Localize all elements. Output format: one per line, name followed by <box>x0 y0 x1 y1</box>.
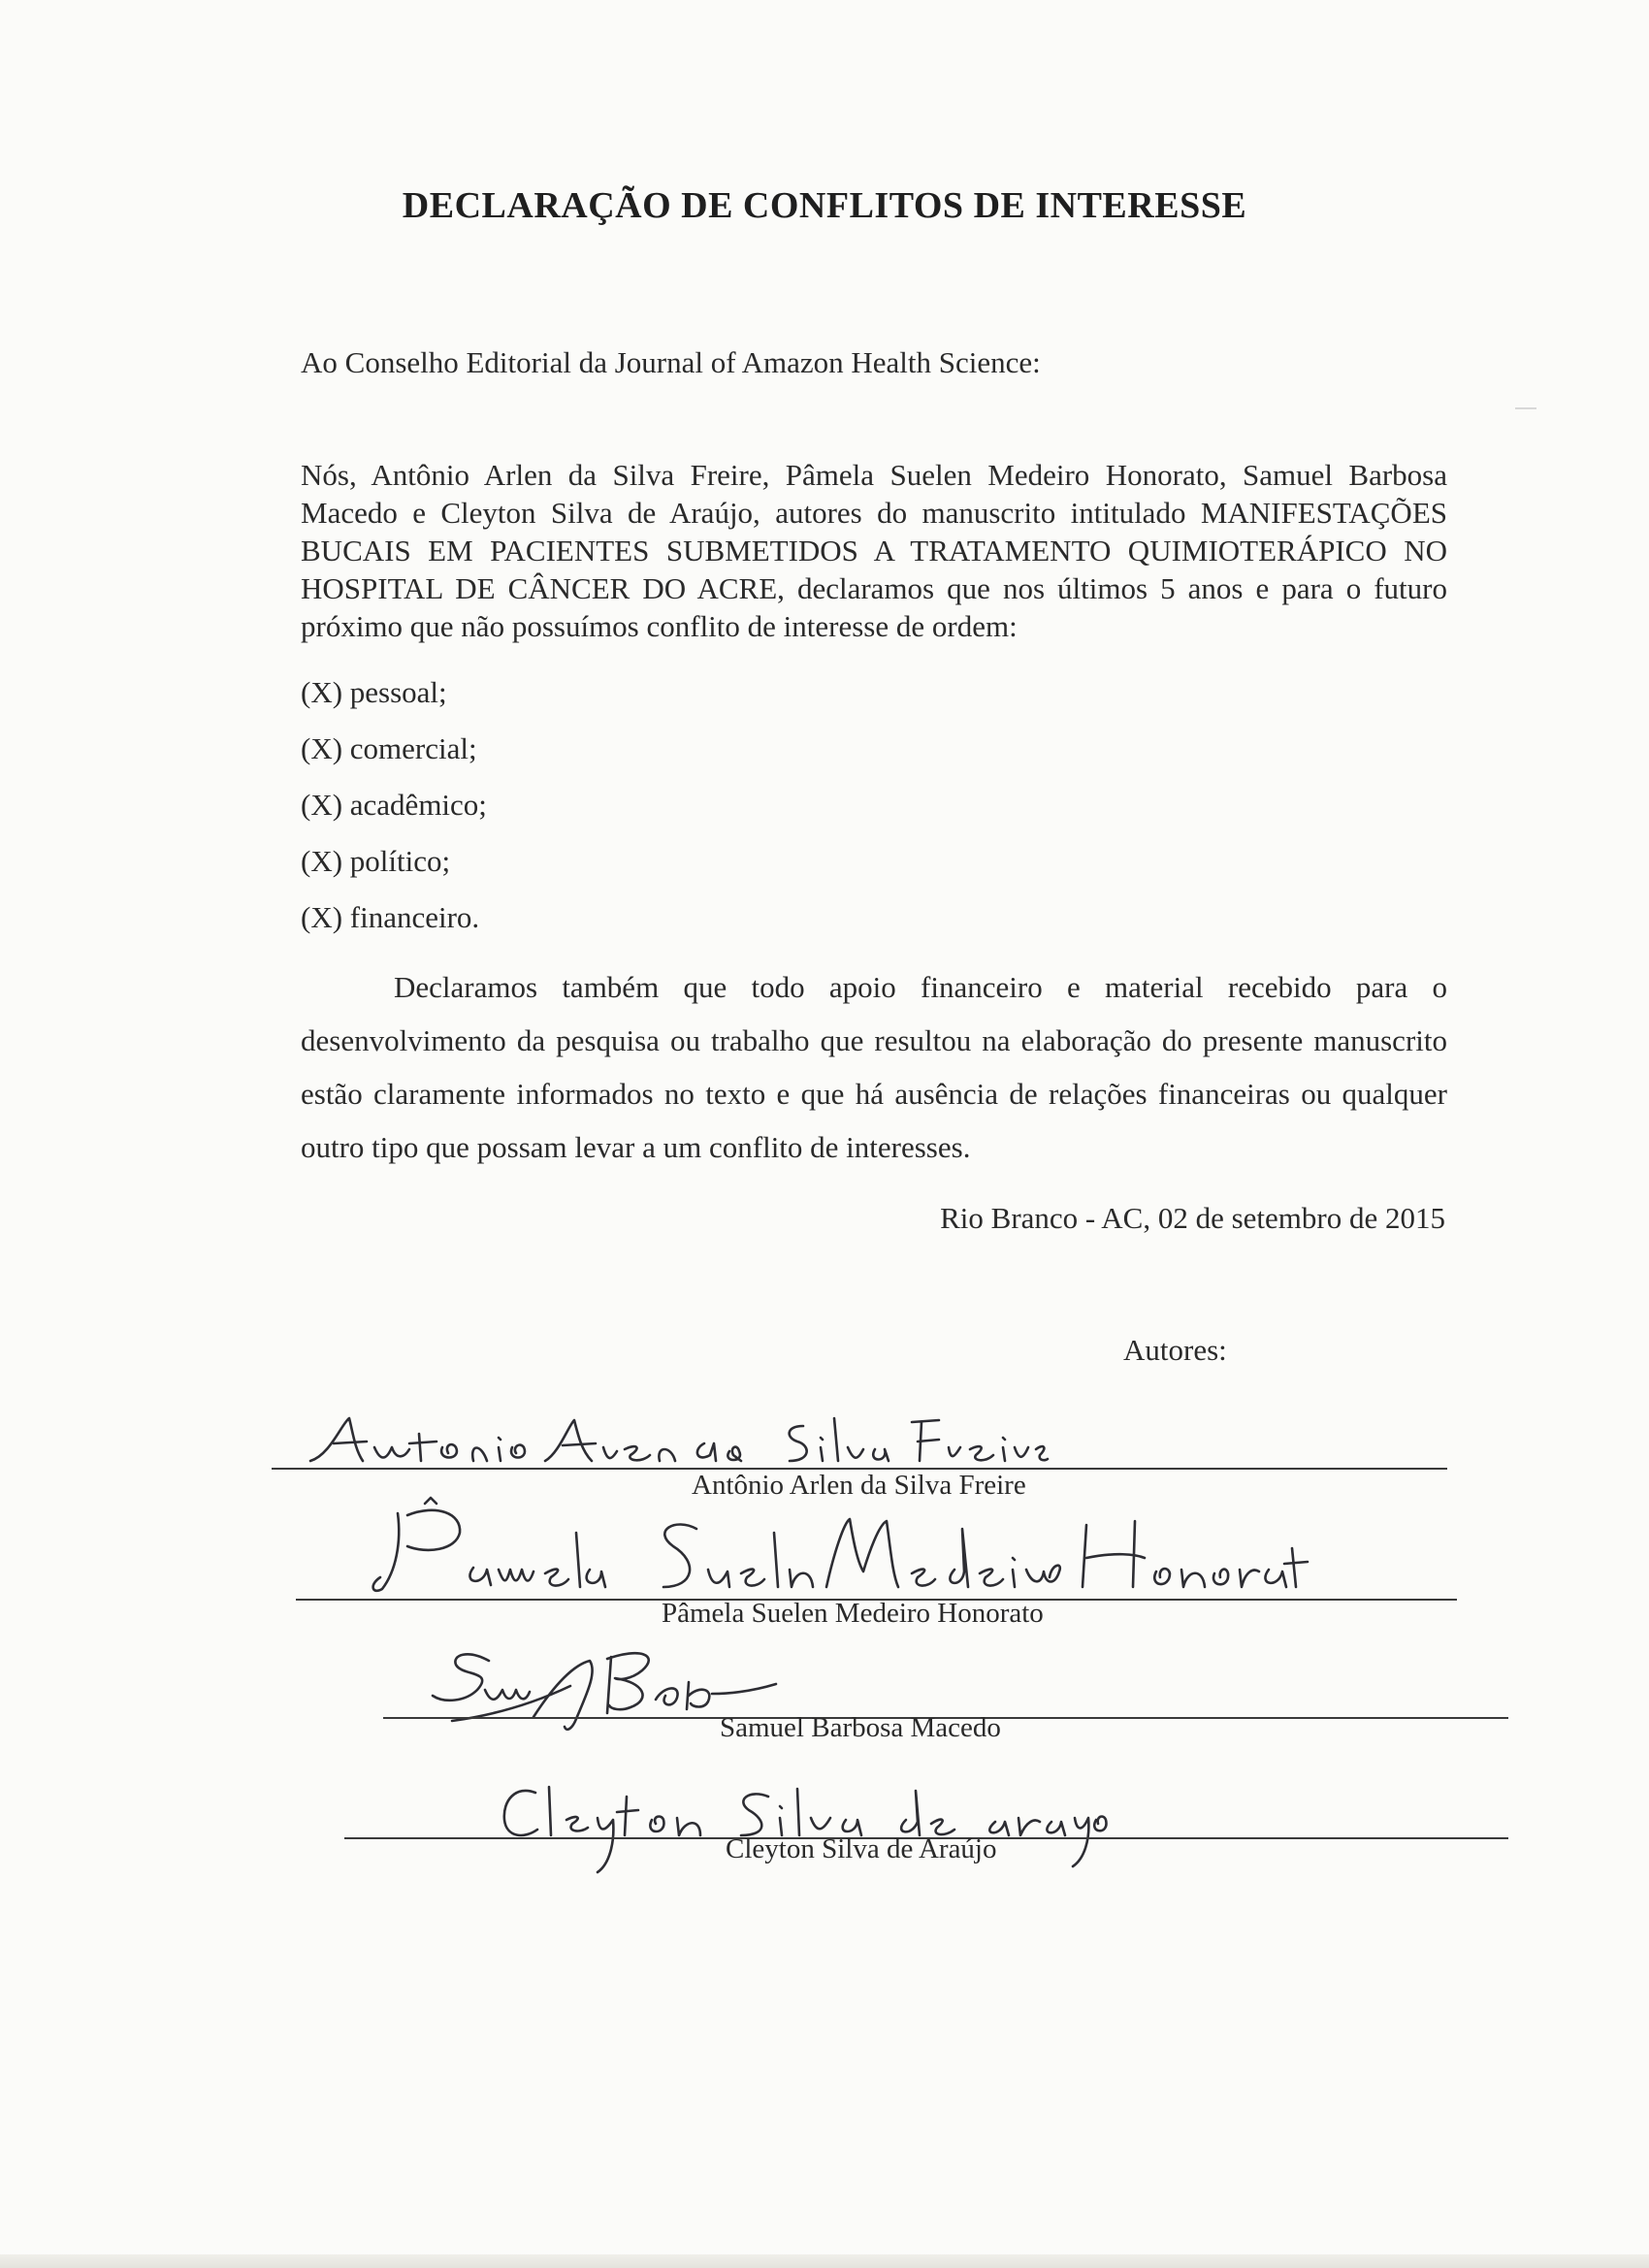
option-comercial: (X) comercial; <box>301 731 477 765</box>
option-financeiro: (X) financeiro. <box>301 900 480 934</box>
signature-pamela <box>369 1494 1319 1601</box>
place-date: Rio Branco - AC, 02 de setembro de 2015 <box>940 1201 1445 1235</box>
signatory-name-1: Antônio Arlen da Silva Freire <box>692 1470 1026 1501</box>
document-title: DECLARAÇÃO DE CONFLITOS DE INTERESSE <box>402 185 1247 226</box>
conflict-options-list <box>301 669 487 951</box>
signatory-name-4: Cleyton Silva de Araújo <box>726 1833 997 1864</box>
option-academico: (X) acadêmico; <box>301 788 487 822</box>
option-politico: (X) político; <box>301 844 451 878</box>
page-bottom-edge <box>0 2254 1649 2268</box>
authors-label: Autores: <box>1123 1333 1227 1367</box>
signatory-name-2: Pâmela Suelen Medeiro Honorato <box>662 1598 1044 1629</box>
declaration-paragraph: Declaramos também que todo apoio financeiro e material recebido para o desenvolvimento da pesquisa ou trabalho que resultou na elaboração do presente manuscrito estão claramente informados no texto e que há ausência de relações financeiras ou qualquer outro tipo que possam levar a um conflito de interesses. <box>301 970 1447 1164</box>
option-pessoal: (X) pessoal; <box>301 675 447 709</box>
intro-paragraph: Nós, Antônio Arlen da Silva Freire, Pâmela Suelen Medeiro Honorato, Samuel Barbosa Macedo e Cleyton Silva de Araújo, autores do manuscrito intitulado MANIFESTAÇÕES BUCAIS EM PACIENTES SUBMETIDOS A TRATAMENTO QUIMIOTERÁPICO NO HOSPITAL DE CÂNCER DO ACRE, declaramos que nos últimos 5 anos e para o futuro próximo que não possuímos conflito de interesse de ordem: <box>301 458 1447 643</box>
paper-mark <box>1515 407 1536 409</box>
addressee-line: Ao Conselho Editorial da Journal of Amazon Health Science: <box>301 345 1041 379</box>
signature-antonio <box>291 1405 1048 1474</box>
signatory-name-3: Samuel Barbosa Macedo <box>720 1712 1001 1743</box>
